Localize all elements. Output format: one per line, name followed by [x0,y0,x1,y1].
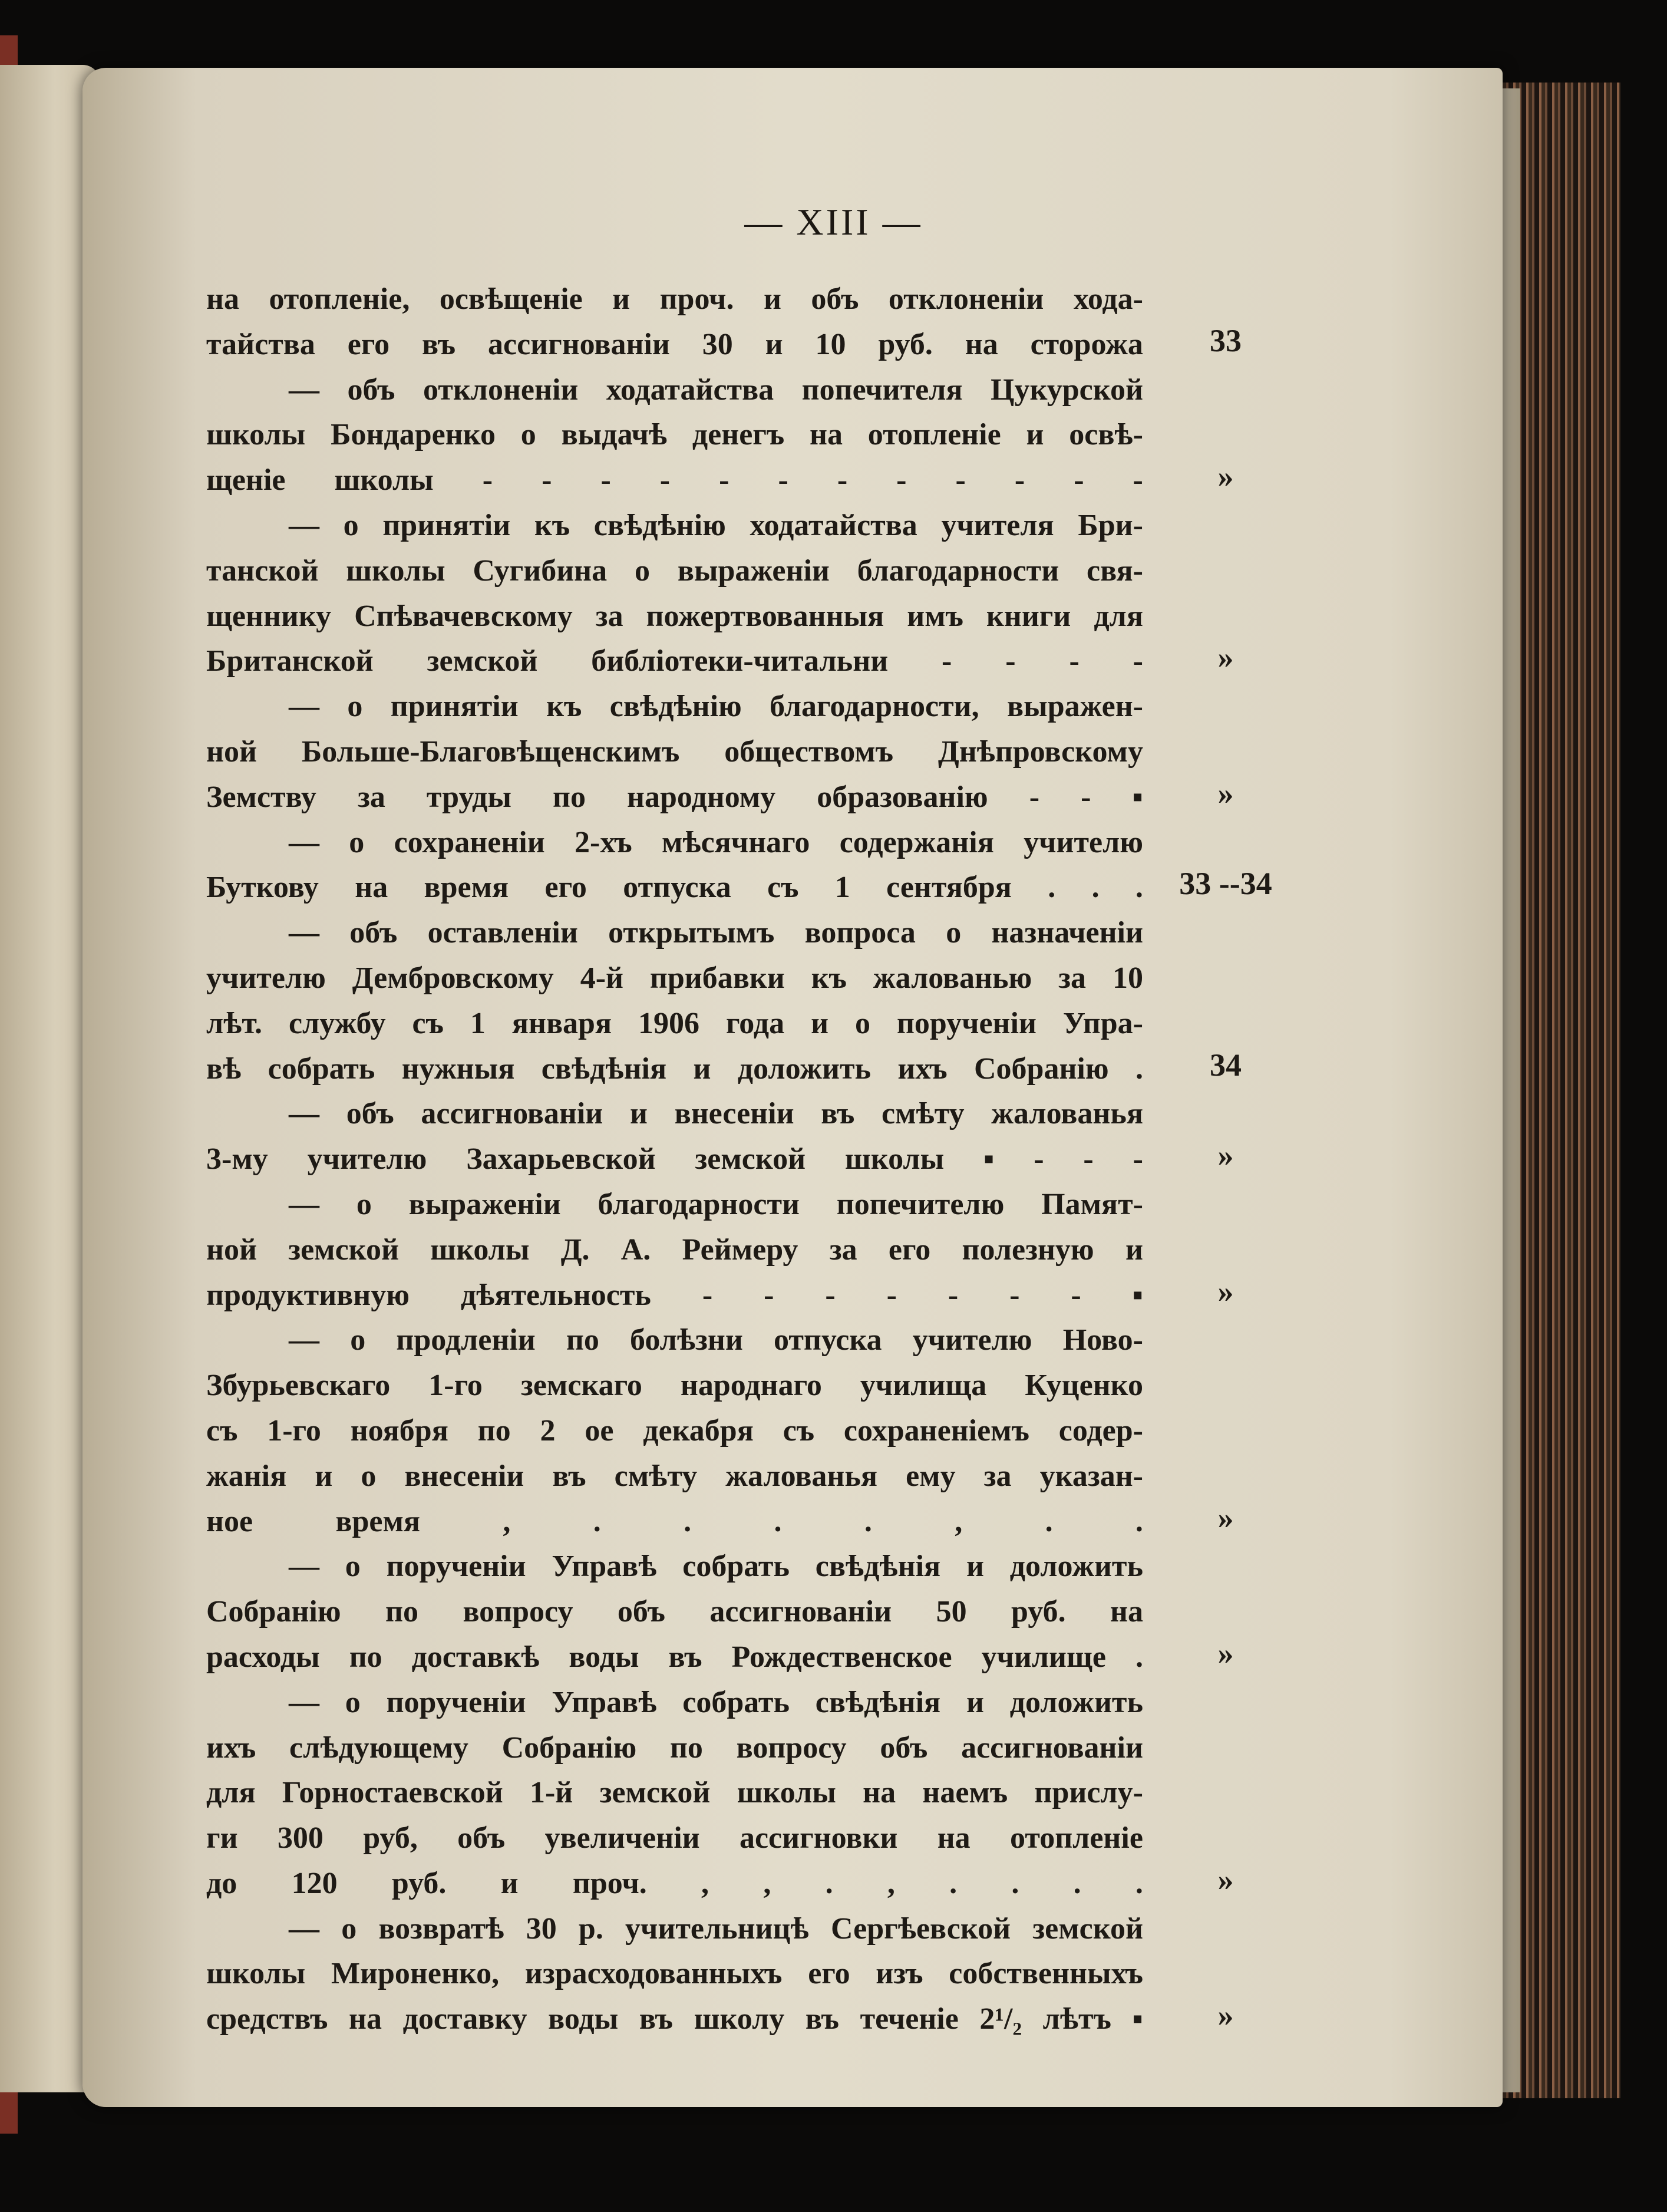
text-line: тайства его въ ассигнованіи 30 и 10 руб. на сторожа [206,327,1143,361]
text-line: Британской земской библіотеки-читальни ‑ ‑ ‑ ‑ [206,644,1143,678]
text-line: школы Бондаренко о выдачѣ денегъ на отопленіе и освѣ- [206,418,1143,452]
text-line: до 120 руб. и проч. , , . , . . . . [206,1866,1143,1900]
text-line: съ 1-го ноября по 2 ое декабря съ сохраненіемъ содер- [206,1413,1143,1448]
text-line: — объ оставленіи открытымъ вопроса о назначеніи [289,916,1143,950]
text-line: — объ ассигнованіи и внесеніи въ смѣту жалованья [289,1097,1143,1131]
page-reference: » [1217,459,1234,495]
text-line: вѣ собрать нужныя свѣдѣнія и доложить ихъ Собранію . [206,1051,1143,1086]
text-line: ги 300 руб, объ увеличеніи ассигновки на отопленіе [206,1821,1143,1855]
page-reference: 33 [1210,322,1242,358]
index-text-block [206,277,1143,2042]
text-line: — о порученіи Управѣ собрать свѣдѣнія и доложить [289,1685,1143,1719]
text-line: расходы по доставкѣ воды въ Рождественское училище . [206,1640,1143,1674]
text-line: на отопленіе, освѣщеніе и проч. и объ отклоненіи хода- [206,282,1143,316]
text-line: Буткову на время его отпуска съ 1 сентября . . . [206,871,1143,905]
text-line: Збурьевскаго 1-го земскаго народнаго училища Куценко [206,1369,1143,1403]
text-line: — о принятіи къ свѣдѣнію благодарности, выражен- [289,690,1143,724]
text-line: щеніе школы ‑ ‑ ‑ ‑ ‑ ‑ ‑ ‑ ‑ ‑ ‑ ‑ [206,463,1143,497]
text-line: 3-му учителю Захарьевской земской школы ▪ ‑ ‑ ‑ [206,1142,1143,1176]
text-line: для Горностаевской 1-й земской школы на наемъ прислу- [206,1776,1143,1810]
page-reference: 33 --34 [1179,866,1272,902]
text-line: учителю Дембровскому 4-й прибавки къ жалованью за 10 [206,961,1143,995]
text-line: Земству за труды по народному образованію ‑ ‑ ▪ [206,780,1143,814]
page-reference: 34 [1210,1047,1242,1083]
text-line: Собранію по вопросу объ ассигнованіи 50 руб. на [206,1595,1143,1629]
page-number: — XIII — [744,201,923,243]
page-reference: » [1217,1862,1234,1897]
text-line: — о сохраненіи 2-хъ мѣсячнаго содержанія учителю [289,825,1143,859]
page-reference: » [1217,639,1234,675]
text-line: ной Больше-Благовѣщенскимъ обществомъ Днѣпровскому [206,734,1143,769]
text-line: — о возвратѣ 30 р. учительницѣ Сергѣевской земской [289,1911,1143,1946]
page-reference: » [1217,775,1234,811]
text-line: — о выраженіи благодарности попечителю Памят- [289,1187,1143,1221]
text-line: — о принятіи къ свѣдѣнію ходатайства учителя Бри- [289,508,1143,542]
text-line: школы Мироненко, израсходованныхъ его изъ собственныхъ [206,1957,1143,1991]
text-line: ихъ слѣдующему Собранію по вопросу объ ассигнованіи [206,1730,1143,1765]
text-line: лѣт. службу съ 1 января 1906 года и о порученіи Упра- [206,1006,1143,1040]
text-line: — о порученіи Управѣ собрать свѣдѣнія и доложить [289,1550,1143,1584]
page-reference: » [1217,1997,1234,2033]
text-line: средствъ на доставку воды въ школу въ теченіе 2¹/₂ лѣтъ ▪ [206,2002,1143,2036]
page-reference: » [1217,1273,1234,1309]
text-line: — объ отклоненіи ходатайства попечителя Цукурской [289,372,1143,407]
text-line: танской школы Сугибина о выраженіи благодарности свя- [206,553,1143,588]
text-line: жанія и о внесеніи въ смѣту жалованья ему за указан- [206,1459,1143,1493]
text-line: ной земской школы Д. А. Реймеру за его полезную и [206,1232,1143,1267]
page-reference: » [1217,1636,1234,1671]
text-line: продуктивную дѣятельность ‑ ‑ ‑ ‑ ‑ ‑ ‑ ▪ [206,1278,1143,1312]
text-line: ное время , . . . . , . . [206,1504,1143,1538]
page-reference: » [1217,1138,1234,1173]
page-reference: » [1217,1499,1234,1535]
text-line: — о продленіи по болѣзни отпуска учителю Ново- [289,1323,1143,1357]
book-page-edges [1503,83,1620,2098]
text-line: щеннику Спѣвачевскому за пожертвованныя имъ книги для [206,599,1143,633]
